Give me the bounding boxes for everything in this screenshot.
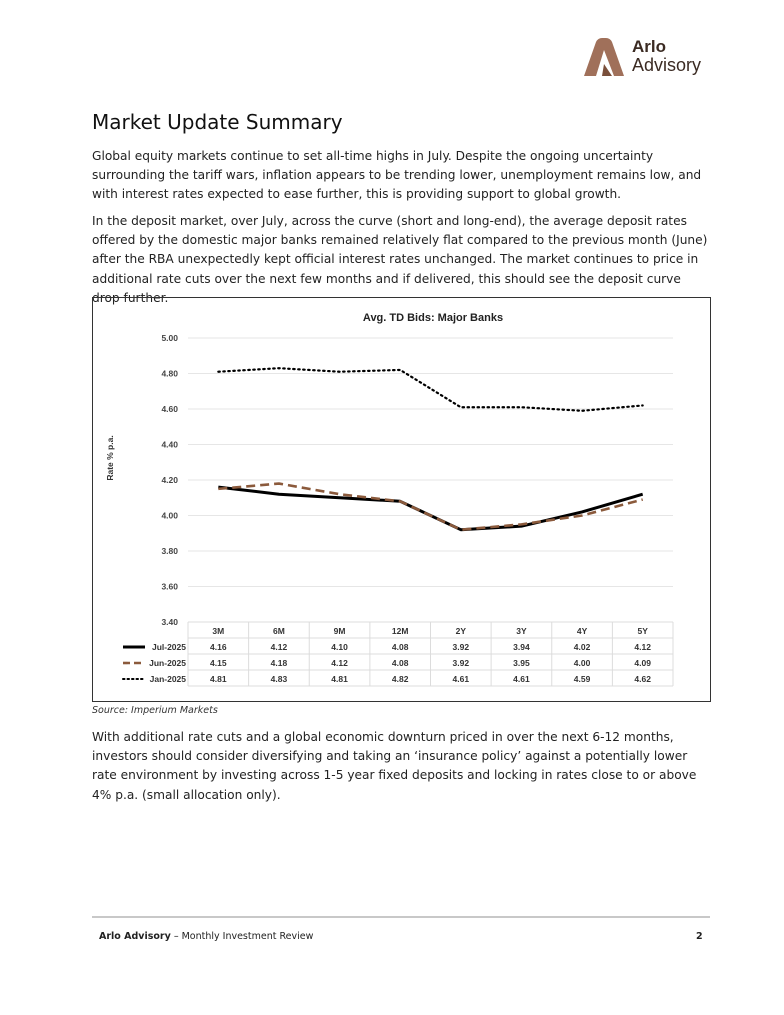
y-tick-label: 4.20 (161, 475, 178, 485)
data-label: 4.12 (634, 642, 651, 652)
x-category-label: 5Y (637, 626, 648, 636)
data-label: 4.09 (634, 658, 651, 668)
chart-data-table (123, 622, 673, 686)
brand-name-line1: Arlo (632, 37, 666, 56)
data-label: 3.92 (452, 642, 470, 652)
data-label: 4.61 (452, 674, 470, 684)
footer-title (99, 931, 313, 942)
series-line-jun-2025 (218, 484, 642, 530)
y-tick-label: 3.80 (161, 546, 178, 556)
y-tick-label: 4.80 (161, 368, 178, 379)
footer-brand: Arlo Advisory (99, 931, 171, 942)
y-tick-label: 4.00 (161, 510, 178, 521)
data-label: 4.82 (391, 674, 409, 684)
y-tick-label: 4.40 (161, 439, 178, 450)
chart-frame (92, 297, 711, 702)
paragraph-equity-markets: Global equity markets continue to set all-time highs in July. Despite the ongoing uncertainty surrounding the tariff wars, inflation appears to be trending lower, unemployment remains low, and with interest rates expected to ease further, this is providing support to global growth. (92, 149, 702, 202)
legend-entry: Jul-2025 (151, 642, 186, 652)
chart-title: Avg. TD Bids: Major Banks (362, 312, 504, 324)
data-label: 4.12 (270, 642, 288, 652)
data-label: 4.08 (391, 642, 409, 652)
x-category-label: 9M (333, 626, 346, 636)
y-tick-label: 4.60 (161, 404, 178, 414)
y-tick-label: 5.00 (161, 333, 178, 343)
series-line-jul-2025 (218, 487, 642, 530)
y-tick-label: 3.60 (161, 581, 178, 592)
data-label: 4.08 (391, 658, 409, 668)
data-label: 4.59 (573, 674, 591, 684)
page-title: Market Update Summary (92, 110, 343, 134)
data-label: 4.02 (573, 642, 591, 652)
footer-text: – Monthly Investment Review (170, 931, 314, 942)
legend-entry: Jun-2025 (149, 658, 186, 668)
x-category-label: 6M (273, 626, 285, 636)
series-line-jan-2025 (218, 368, 642, 411)
data-label: 3.92 (452, 658, 470, 668)
x-category-label: 4Y (576, 626, 588, 636)
data-label: 4.00 (573, 658, 591, 668)
x-category-label: 2Y (455, 626, 467, 636)
td-bids-chart (93, 298, 712, 703)
chart-y-ticks (161, 333, 178, 627)
paragraph-deposit-market: In the deposit market, over July, across the curve (short and long-end), the average deposit rates offered by the domestic major banks remained relatively flat compared to the previous month (June) after the RBA unexpectedly kept official interest rates unchanged. The market continues to price in additional rate cuts over the next few months and if delivered, this should see the deposit curve drop further. (92, 214, 708, 305)
legend-entry: Jan-2025 (149, 674, 186, 684)
chart-series-lines (218, 368, 642, 530)
page-number: 2 (696, 931, 703, 942)
data-label: 4.18 (270, 658, 288, 668)
data-label: 4.61 (513, 674, 530, 684)
data-label: 4.81 (210, 674, 227, 684)
paragraph-investor-advice: With additional rate cuts and a global economic downturn priced in over the next 6-12 months, investors should consider diversifying and taking an ‘insurance policy’ against a potentially lower rate environment by investing across 1-5 year fixed deposits and locking in rates close to or above 4% p.a. (small allocation only). (92, 730, 697, 802)
data-label: 4.10 (331, 642, 348, 652)
chart-y-axis-label: Rate % p.a. (105, 435, 115, 481)
arlo-advisory-logo (582, 36, 712, 78)
footer-divider (92, 916, 710, 918)
data-label: 3.94 (513, 642, 530, 652)
data-label: 4.12 (331, 658, 348, 668)
data-label: 4.16 (210, 642, 227, 652)
x-category-label: 12M (391, 626, 409, 636)
x-category-label: 3Y (516, 626, 527, 636)
chart-source: Source: Imperium Markets (92, 705, 218, 716)
x-category-label: 3M (212, 626, 225, 636)
brand-name-line2: Advisory (632, 55, 702, 75)
data-label: 4.83 (270, 674, 288, 684)
data-label: 4.81 (331, 674, 348, 684)
chart-gridlines (188, 338, 673, 622)
data-label: 3.95 (513, 658, 530, 668)
data-label: 4.15 (210, 658, 227, 668)
data-label: 4.62 (634, 674, 651, 684)
arlo-logo-mark-icon (582, 36, 628, 78)
y-tick-label: 3.40 (161, 617, 178, 627)
